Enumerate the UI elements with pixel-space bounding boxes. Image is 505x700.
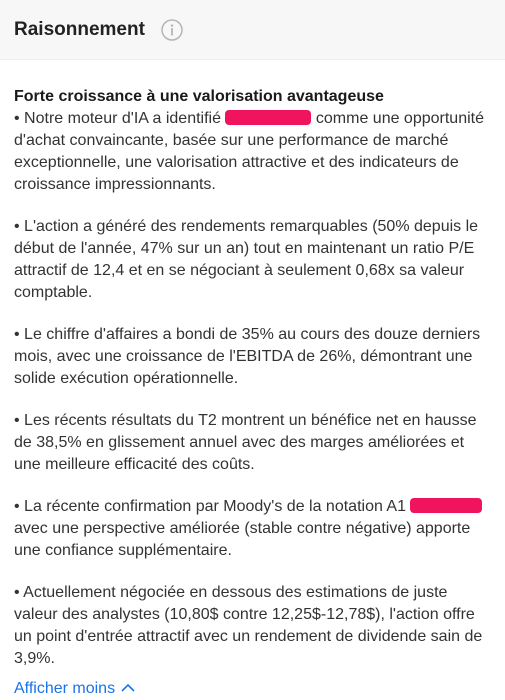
bullet-valuation: • Actuellement négociée en dessous des estimations de juste valeur des analystes (10,80$ contre 12,25$-12,78$), l'action offre un point d'entrée attractif avec un rendement de dividende sain de 3,9%. — [14, 584, 483, 667]
bullet-ai-identification — [14, 108, 491, 196]
bullet-text: comme une opportunité d'achat convaincante, basée sur une performance de marché exceptionnelle, une valorisation attractive et des indicateurs de croissance impressionnants. — [14, 110, 484, 193]
bullet-revenue: • Le chiffre d'affaires a bondi de 35% au cours des douze derniers mois, avec une croissance de l'EBITDA de 26%, démontrant une solide exécution opérationnelle. — [14, 326, 481, 387]
reasoning-heading: Forte croissance à une valorisation avantageuse — [14, 88, 384, 105]
show-less-label: Afficher moins — [14, 680, 116, 697]
bullet-text: avec une perspective améliorée (stable contre négative) apporte une confiance supplémentaire. — [14, 520, 471, 559]
section-title: Raisonnement — [14, 18, 145, 40]
info-icon[interactable] — [161, 19, 183, 41]
bullet-q2-results: • Les récents résultats du T2 montrent un bénéfice net en hausse de 38,5% en glissement annuel avec des marges améliorées et une meilleure efficacité des coûts. — [14, 412, 477, 473]
show-less-button[interactable] — [14, 678, 135, 700]
redacted-company-name — [225, 110, 311, 125]
chevron-up-icon — [121, 678, 135, 700]
bullet-text: • Notre moteur d'IA a identifié — [14, 110, 221, 127]
redacted-company-name — [410, 498, 482, 513]
bullet-moodys-rating — [14, 496, 491, 562]
reasoning-content — [0, 60, 505, 700]
bullet-returns: • L'action a généré des rendements remarquables (50% depuis le début de l'année, 47% sur un an) tout en maintenant un ratio P/E attractif de 12,4 et en se négociant à seulement 0,68x sa valeur comptable. — [14, 218, 479, 301]
bullet-text: • La récente confirmation par Moody's de la notation A1 — [14, 498, 406, 515]
section-header — [0, 0, 505, 60]
